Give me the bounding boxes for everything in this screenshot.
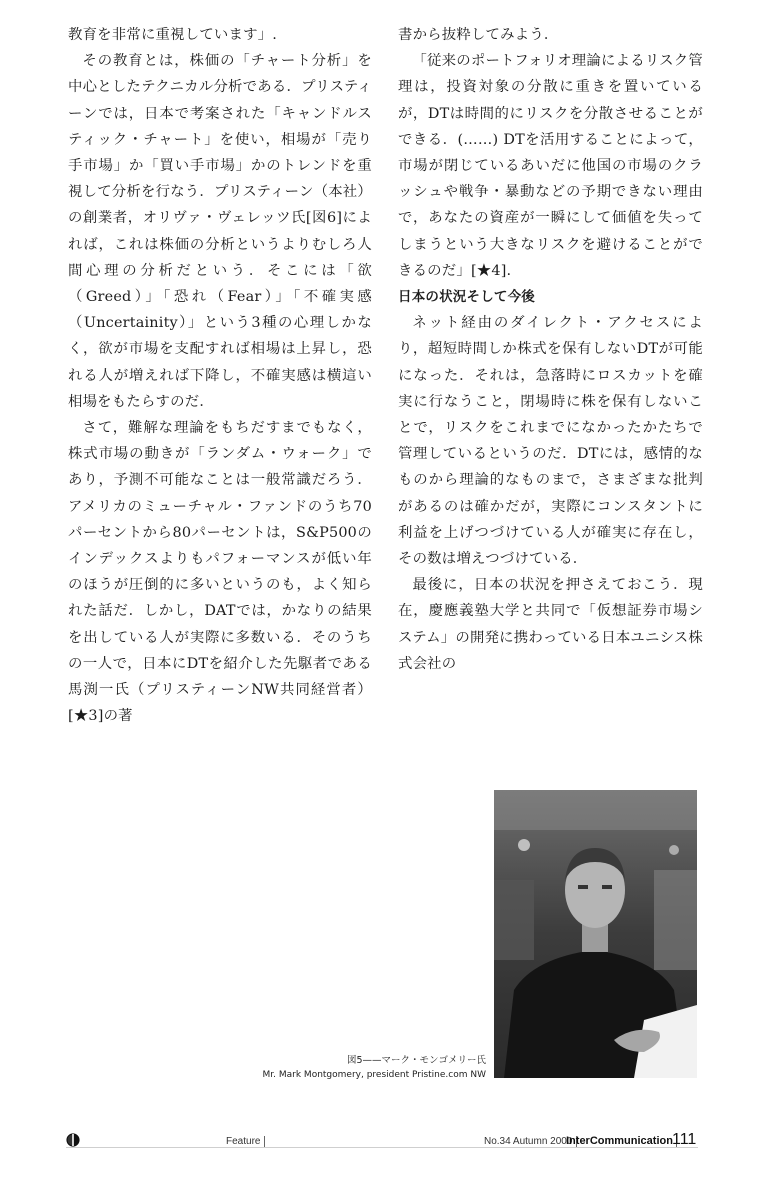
footer-rule xyxy=(66,1147,698,1148)
portrait-illustration xyxy=(494,790,697,1078)
paragraph: ネット経由のダイレクト・アクセスにより，超短時間しか株式を保有しないDTが可能になった．それは，急落時にロスカットを確実に行なうこと，閉場時に株を保有しないことで，リスクをこれまでになかったかたちで管理しているというのだ．DTには，感情的なものから理論的なものまで，さまざまな批判があるのは確かだが，実際にコンスタントに利益を上げつづけている人が確実に存在し，その数は増えつづけている． xyxy=(398,315,703,568)
section-heading: 日本の状況そして今後 xyxy=(398,289,535,306)
footer-section-label: Feature xyxy=(226,1136,265,1147)
footer-issue-label: No.34 Autumn 2000 xyxy=(484,1136,577,1147)
paragraph: 教育を非常に重視しています」. xyxy=(68,27,278,43)
caption-english: Mr. Mark Montgomery, president Pristine.com NW xyxy=(262,1070,486,1080)
paragraph: その教育とは，株価の「チャート分析」を中心としたテクニカル分析である．プリスティーンでは，日本で考案された「キャンドルスティック・チャート」を使い，相場が「売り手市場」か「買い手市場」かのトレンドを重視して分析を行なう．プリスティーン（本社）の創業者，オリヴァ・ヴェレッツ氏[図6]によれば，これは株価の分析というよりむしろ人間心理の分析だという．そこには「欲（Greed）」「恐れ（Fear）」「不確実感（Uncertainity）」という3種の心理しかなく，欲が市場を支配すれば相場は上昇し，恐れる人が増えれば下降し，不確実感は横這い相場をもたらすのだ． xyxy=(68,53,372,410)
caption-japanese: 図5——マーク・モンゴメリー氏 xyxy=(346,1055,486,1066)
half-circle-mark-icon xyxy=(66,1133,80,1147)
paragraph: さて，難解な理論をもちだすまでもなく，株式市場の動きが「ランダム・ウォーク」であり，予測不可能なことは一般常識だろう．アメリカのミューチャル・ファンドのうち70パーセントから80パーセントは，S&P500のインデックスよりもパフォーマンスが低い年のほうが圧倒的に多いというのも，よく知られた話だ．しかし，DATでは，かなりの結果を出している人が実際に多数いる．そのうちの一人で，日本にDTを紹介した先駆者である馬渕一氏（プリスティーンNW共同経営者）[★3]の著 xyxy=(68,420,372,725)
paragraph: 最後に，日本の状況を押さえておこう．現在，慶應義塾大学と共同で「仮想証券市場システム」の開発に携わっている日本ユニシス株式会社の xyxy=(398,577,703,672)
paragraph: 書から抜粋してみよう． xyxy=(398,27,559,43)
figure-caption xyxy=(263,1054,486,1082)
right-column xyxy=(398,22,703,677)
paragraph: 「従来のポートフォリオ理論によるリスク管理は，投資対象の分散に重きを置いているが，DTは時間的にリスクを分散させることができる．(……) DTを活用することによって，市場が閉じているあいだに他国の市場のクラッシュや戦争・暴動などの予期できない理由で，あなたの資産が一瞬にして価値を失ってしまうという大きなリスクを避けることができるのだ」[★4]. xyxy=(398,53,703,279)
footer-magazine-name: InterCommunication xyxy=(566,1135,677,1147)
left-column xyxy=(68,22,372,729)
page-number: 111 xyxy=(672,1131,697,1148)
page-footer xyxy=(66,1133,698,1153)
portrait-photo xyxy=(494,790,697,1078)
